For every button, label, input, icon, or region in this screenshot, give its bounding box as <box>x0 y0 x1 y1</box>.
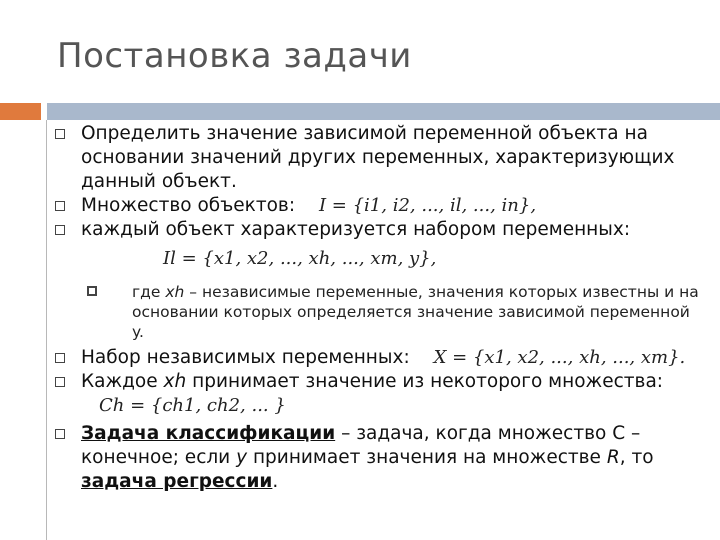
checkbox-bullet-icon <box>55 377 65 387</box>
accent-bar-gray <box>47 103 720 120</box>
square-bullet-icon <box>87 286 97 296</box>
checkbox-bullet-icon <box>55 201 65 211</box>
checkbox-bullet-icon <box>55 353 65 363</box>
sub-bullet-item <box>55 282 705 342</box>
slide-title: Постановка задачи <box>57 36 412 76</box>
bullet-text: Множество объектов: <box>81 195 296 216</box>
bullet-text-part: принимает значения на множестве <box>252 447 601 468</box>
variable-xh: xh <box>165 283 185 301</box>
sub-text: – независимые переменные, значения которых известны и на основании которых определяется значение зависимой переменной y. <box>132 283 699 341</box>
checkbox-bullet-icon <box>55 429 65 439</box>
checkbox-bullet-icon <box>55 225 65 235</box>
bullet-item-value-set <box>55 370 705 418</box>
sub-text-where: где <box>132 283 161 301</box>
formula-value-set: Ch = {ch1, ch2, ... } <box>99 395 286 416</box>
bullet-text: Определить значение зависимой переменной объекта на основании значений других переменных, характеризующих данный объект. <box>81 123 675 192</box>
term-regression: задача регрессии <box>81 471 273 492</box>
bullet-list <box>55 122 705 494</box>
bullet-item-variables <box>55 218 705 242</box>
bullet-text-part: , то <box>619 447 654 468</box>
bullet-item-objects <box>55 194 705 218</box>
checkbox-bullet-icon <box>55 129 65 139</box>
bullet-item-classification <box>55 422 705 494</box>
formula-object-variables: Il = {x1, x2, ..., xh, ..., xm, y}, <box>163 248 437 269</box>
bullet-text-part: – задача, когда множество С – конечное; если <box>81 423 641 468</box>
bullet-text: Набор независимых переменных: <box>81 347 410 368</box>
bullet-text-end: . <box>272 471 279 492</box>
term-classification: Задача классификации <box>81 423 336 444</box>
variable-y: y <box>236 447 248 468</box>
bullet-item-independent-set <box>55 346 705 370</box>
formula-objects-set: I = {i1, i2, ..., il, ..., in}, <box>318 195 537 216</box>
set-R: R <box>606 447 620 468</box>
bullet-item-goal <box>55 122 705 194</box>
left-divider-line <box>46 120 47 540</box>
bullet-text-part: Каждое <box>81 371 158 392</box>
formula-independent-set: X = {x1, x2, ..., xh, ..., xm}. <box>433 347 686 368</box>
bullet-text-part: принимает значение из некоторого множества: <box>192 371 664 392</box>
bullet-text: каждый объект характеризуется набором переменных: <box>81 219 631 240</box>
accent-bar-orange <box>0 103 41 120</box>
variable-xh: xh <box>163 371 187 392</box>
